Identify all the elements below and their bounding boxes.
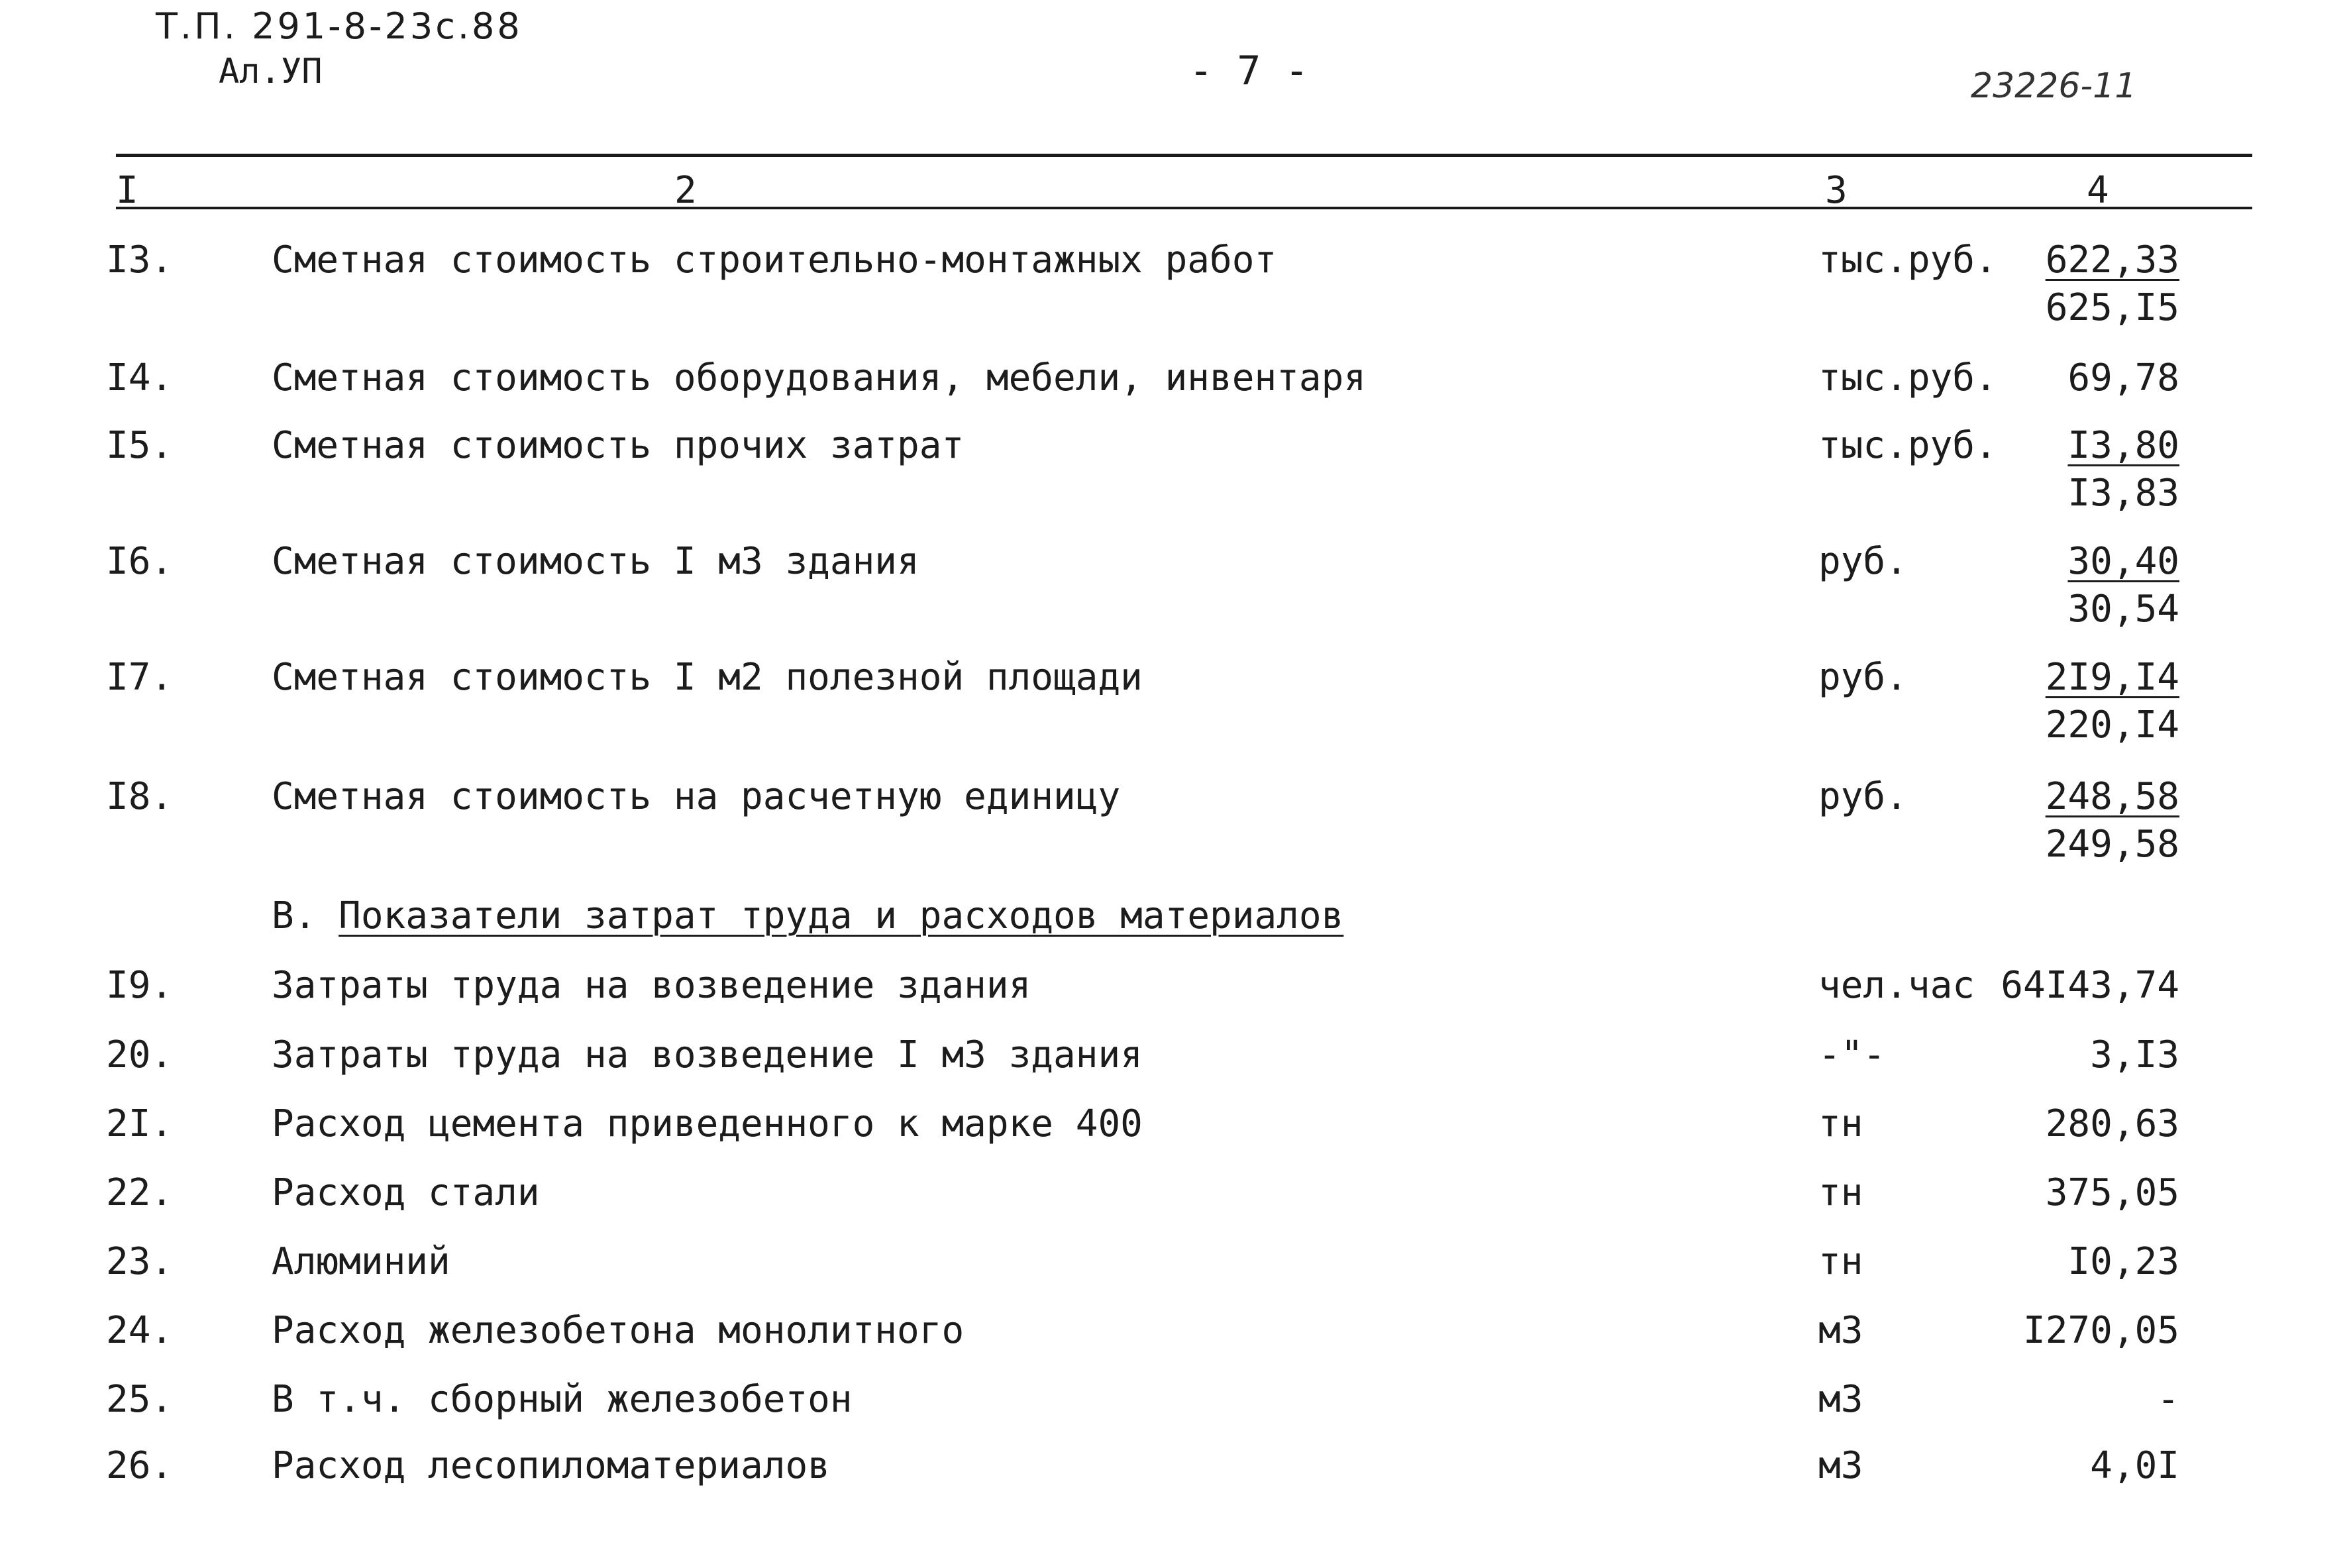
- column-header-1: I: [116, 169, 138, 212]
- row-number: I6.: [106, 540, 174, 583]
- row-number: 2I.: [106, 1102, 174, 1145]
- row-number: I4.: [106, 356, 174, 399]
- row-unit: чел.час: [1818, 964, 1975, 1007]
- row-value: 2I9,I4: [2045, 656, 2179, 699]
- row-value-adjusted: 220,I4: [2045, 704, 2179, 747]
- section-heading: [272, 894, 1343, 937]
- row-number: 26.: [106, 1444, 174, 1487]
- row-description: Расход лесопиломатериалов: [272, 1444, 830, 1487]
- inventory-number: 23226-11: [1971, 66, 2137, 106]
- row-value: -: [2157, 1378, 2179, 1421]
- row-description: Сметная стоимость оборудования, мебели, инвентаря: [272, 356, 1367, 399]
- row-value: 4,0I: [2090, 1444, 2179, 1487]
- column-header-4: 4: [2087, 169, 2109, 212]
- row-value: 3,I3: [2090, 1033, 2179, 1076]
- row-unit: руб.: [1818, 775, 1908, 818]
- row-description: Расход цемента приведенного к марке 400: [272, 1102, 1143, 1145]
- row-value-adjusted: 30,54: [2067, 588, 2179, 631]
- row-number: I3.: [106, 238, 174, 282]
- row-number: 20.: [106, 1033, 174, 1076]
- row-value: 622,33: [2045, 238, 2179, 282]
- row-unit: м3: [1818, 1444, 1863, 1487]
- row-unit: руб.: [1818, 540, 1908, 583]
- row-number: 25.: [106, 1378, 174, 1421]
- row-number: 22.: [106, 1171, 174, 1214]
- row-value-adjusted: 625,I5: [2045, 286, 2179, 329]
- table-top-rule: [116, 154, 2252, 157]
- row-description: Алюминий: [272, 1240, 450, 1283]
- row-value: 375,05: [2045, 1171, 2179, 1214]
- section-prefix: В.: [272, 894, 317, 937]
- row-number: I9.: [106, 964, 174, 1007]
- row-description: Расход железобетона монолитного: [272, 1309, 965, 1352]
- row-value: 69,78: [2067, 356, 2179, 399]
- row-unit: тыс.руб.: [1818, 238, 1997, 282]
- row-value: I270,05: [2022, 1309, 2179, 1352]
- row-number: 23.: [106, 1240, 174, 1283]
- row-unit: -"-: [1818, 1033, 1886, 1076]
- column-header-3: 3: [1825, 169, 1848, 212]
- row-description: Сметная стоимость на расчетную единицу: [272, 775, 1121, 818]
- row-unit: тн: [1818, 1102, 1863, 1145]
- album-label: Ал.УП: [219, 52, 323, 91]
- row-value: 64I43,74: [2001, 964, 2179, 1007]
- row-unit: тыс.руб.: [1818, 424, 1997, 467]
- row-unit: руб.: [1818, 656, 1908, 699]
- row-value: 280,63: [2045, 1102, 2179, 1145]
- row-value-adjusted: 249,58: [2045, 823, 2179, 866]
- row-unit: тыс.руб.: [1818, 356, 1997, 399]
- row-value: I0,23: [2067, 1240, 2179, 1283]
- row-number: I5.: [106, 424, 174, 467]
- row-description: Затраты труда на возведение здания: [272, 964, 1031, 1007]
- column-header-2: 2: [674, 169, 697, 212]
- row-description: Сметная стоимость I м2 полезной площади: [272, 656, 1143, 699]
- row-description: Расход стали: [272, 1171, 540, 1214]
- row-description: Сметная стоимость I м3 здания: [272, 540, 919, 583]
- row-value-adjusted: I3,83: [2067, 472, 2179, 515]
- row-unit: м3: [1818, 1309, 1863, 1352]
- row-number: I8.: [106, 775, 174, 818]
- row-value: 248,58: [2045, 775, 2179, 818]
- row-unit: тн: [1818, 1240, 1863, 1283]
- section-title: Показатели затрат труда и расходов материалов: [339, 894, 1344, 937]
- row-description: Сметная стоимость прочих затрат: [272, 424, 965, 467]
- row-value: 30,40: [2067, 540, 2179, 583]
- row-unit: тн: [1818, 1171, 1863, 1214]
- row-unit: м3: [1818, 1378, 1863, 1421]
- row-description: Затраты труда на возведение I м3 здания: [272, 1033, 1143, 1076]
- table-header-rule: [116, 207, 2252, 209]
- row-description: В т.ч. сборный железобетон: [272, 1378, 853, 1421]
- page-number: - 7 -: [1189, 48, 1309, 94]
- row-description: Сметная стоимость строительно-монтажных работ: [272, 238, 1277, 282]
- document-code: Т.П. 291-8-23с.88: [156, 5, 523, 47]
- row-value: I3,80: [2067, 424, 2179, 467]
- row-number: I7.: [106, 656, 174, 699]
- row-number: 24.: [106, 1309, 174, 1352]
